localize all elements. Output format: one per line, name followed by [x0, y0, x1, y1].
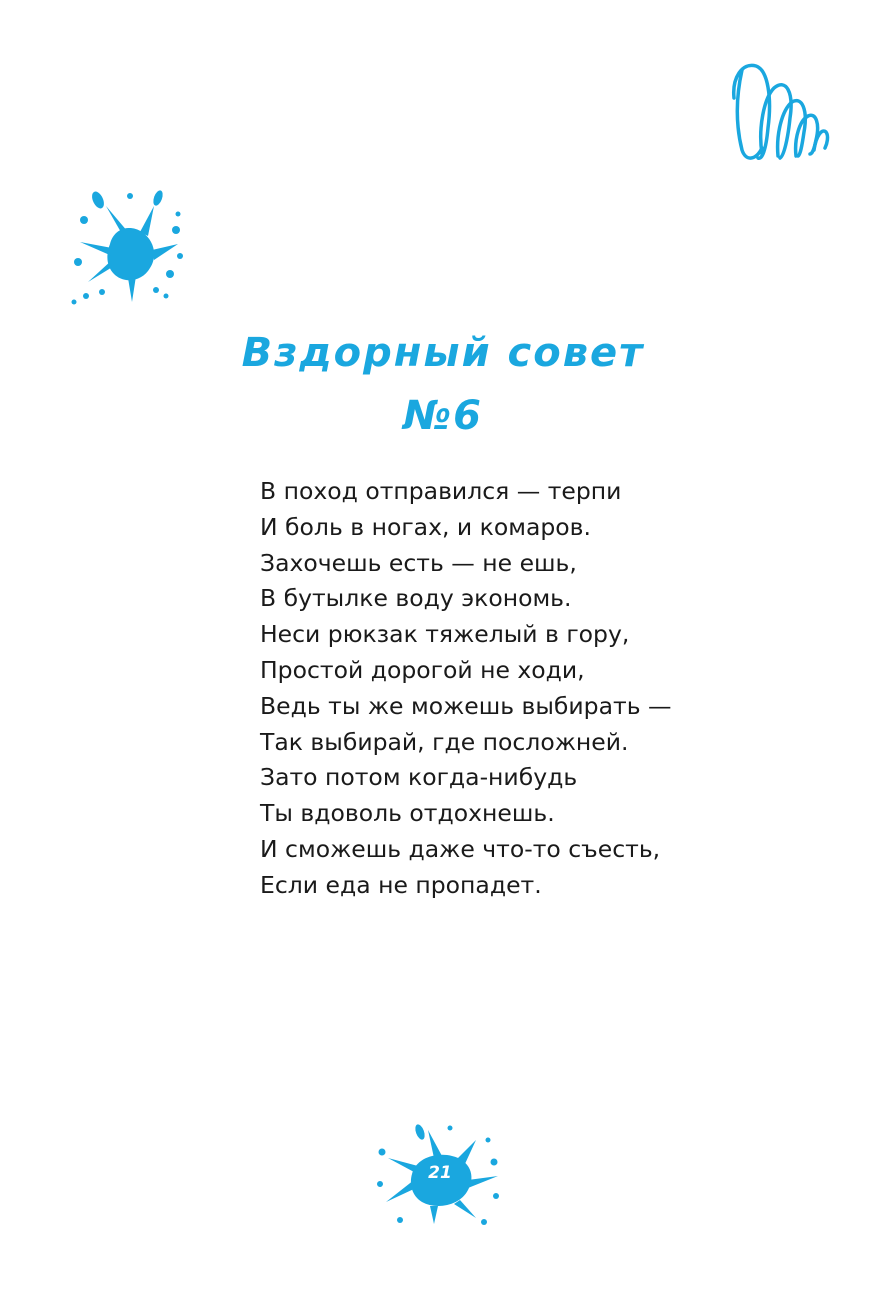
page-title: Вздорный совет: [241, 330, 645, 376]
ink-splat-icon: [66, 186, 188, 308]
poem-line: И сможешь даже что-то съесть,: [260, 834, 661, 863]
page-number: 21: [428, 1163, 452, 1183]
poem-line: Так выбирай, где посложней.: [260, 727, 629, 756]
scribble-loops-icon: [728, 58, 832, 166]
poem-line: Зато потом когда-нибудь: [260, 763, 578, 792]
poem-line: Неси рюкзак тяжелый в гору,: [260, 620, 630, 649]
poem-line: Ты вдоволь отдохнешь.: [260, 799, 555, 828]
poem-line: И боль в ногах, и комаров.: [260, 512, 591, 541]
poem-line: Если еда не пропадет.: [260, 870, 542, 899]
poem-line: В поход отправился — терпи: [260, 477, 622, 505]
poem-line: Захочешь есть — не ешь,: [260, 548, 577, 577]
poem-line: Ведь ты же можешь выбирать —: [260, 691, 672, 720]
poem-line: В бутылке воду экономь.: [260, 584, 572, 613]
advice-number: №6: [403, 393, 483, 439]
poem: [260, 474, 672, 904]
poem-line: Простой дорогой не ходи,: [260, 655, 585, 684]
